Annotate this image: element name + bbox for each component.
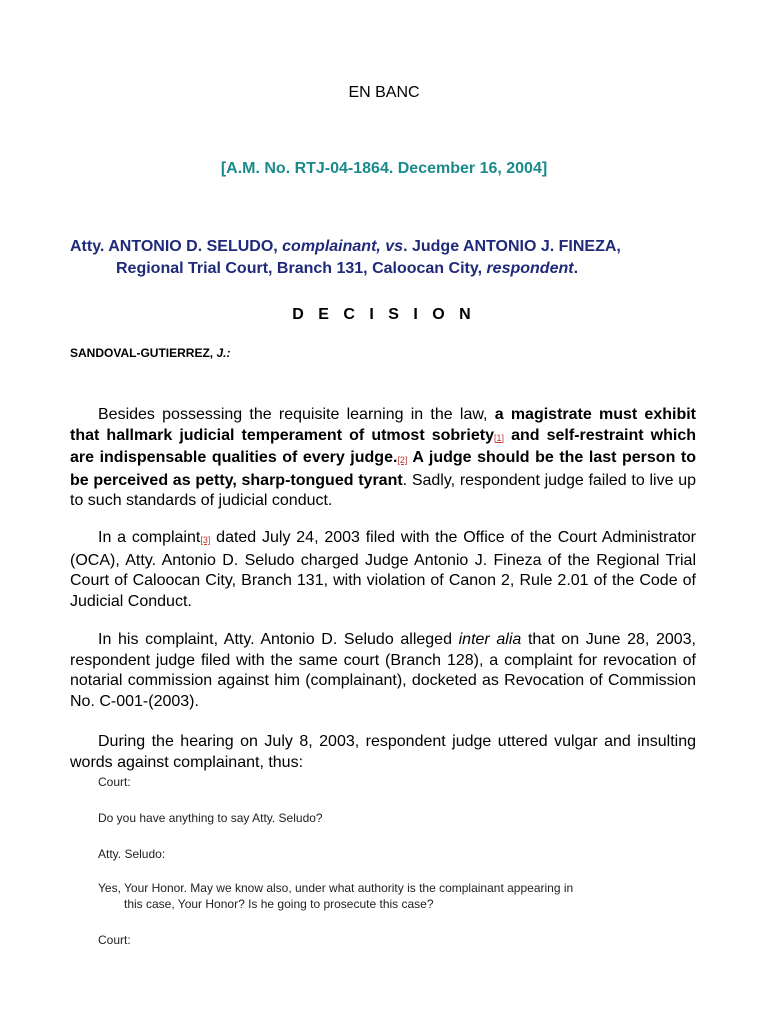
transcript-speaker-court: Court: — [98, 933, 131, 947]
footnote-link-1[interactable]: [1] — [493, 432, 504, 443]
paragraph-1: Besides possessing the requisite learning in the law, a magistrate must exhibit that hallmark judicial temperament of utmost sobriety[1] and self-restraint which are indispensable qualities of every judge.[2] A judge should be the last person to be perceived as petty, sharp-tongued tyrant. Sadly, respondent judge failed to live up to such standards of judicial conduct. — [70, 406, 697, 509]
paragraph-2: In a complaint[3] dated July 24, 2003 filed with the Office of the Court Administrator (OCA), Atty. Antonio D. Seludo charged Judge Antonio J. Fineza of the Regional Trial Court of Caloocan City, Branch 131, with violation of Canon 2, Rule 2.01 of the Code of Judicial Conduct. — [70, 529, 697, 610]
parties-line2: Regional Trial Court, Branch 131, Caloocan City, respondent. — [116, 260, 579, 277]
footnote-link-2[interactable]: [2] — [397, 455, 408, 465]
parties-caption — [70, 236, 700, 280]
case-number-heading: [A.M. No. RTJ-04-1864. December 16, 2004] — [220, 160, 548, 177]
decision-title: D E C I S I O N — [292, 306, 476, 323]
parties-line1: Atty. ANTONIO D. SELUDO, complainant, vs. Judge ANTONIO J. FINEZA, — [70, 238, 621, 255]
transcript-speaker-court: Court: — [98, 775, 131, 789]
transcript-line: Yes, Your Honor. May we know also, under what authority is the complainant appearing in this case, Your Honor? Is he going to prosecute this case? — [98, 881, 574, 911]
paragraph-3: In his complaint, Atty. Antonio D. Seludo alleged inter alia that on June 28, 2003, respondent judge filed with the same court (Branch 128), a complaint for revocation of notarial commission against him (complainant), docketed as Revocation of Commission No. C-001-(2003). — [70, 631, 696, 710]
paragraph-4: During the hearing on July 8, 2003, respondent judge uttered vulgar and insulting words against complainant, thus: — [70, 733, 696, 771]
footnote-link-3[interactable]: [3] — [200, 535, 211, 545]
court-division-heading: EN BANC — [348, 84, 420, 101]
ponente-name: SANDOVAL-GUTIERREZ, J.: — [70, 346, 231, 360]
transcript-speaker-seludo: Atty. Seludo: — [98, 847, 166, 861]
transcript-line: Do you have anything to say Atty. Seludo? — [98, 811, 323, 825]
